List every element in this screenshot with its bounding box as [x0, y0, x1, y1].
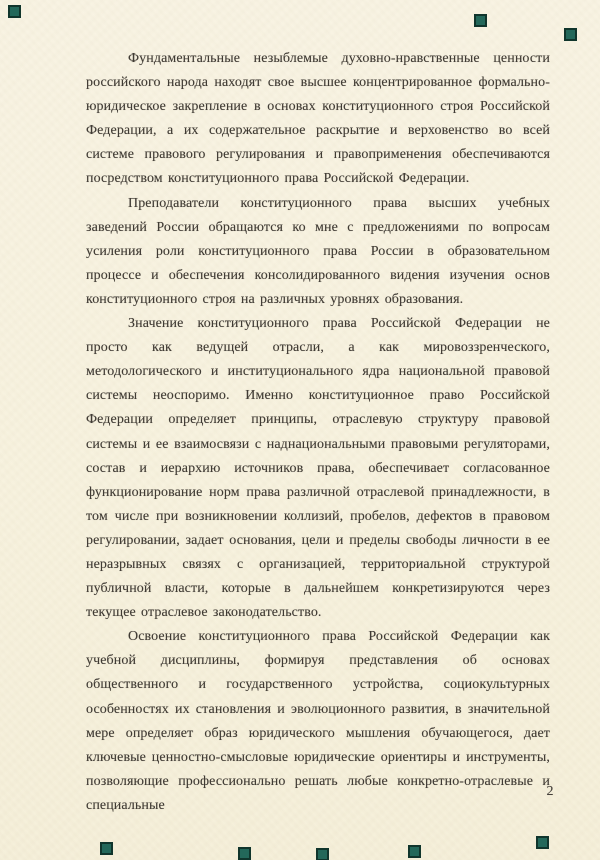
green-marker-square — [238, 847, 251, 860]
green-marker-square — [564, 28, 577, 41]
document-text-block — [86, 47, 550, 818]
paragraph-significance-of-constitutional-law: Значение конституционного права Российской Федерации не просто как ведущей отрасли, а как мировоззренческого, методологического и институционального ядра национальной правовой системы неоспоримо. Именно конституционное право Российской Федерации определяет принципы, отраслевую структуру правовой системы и ее взаимосвязи с наднациональными правовыми регуляторами, состав и иерархию источников права, обеспечивает согласованное функционирование норм права различной отраслевой принадлежности, в том числе при возникновении коллизий, пробелов, дефектов в правовом регулировании, задает основания, цели и пределы свободы личности в ее неразрывных связях с организацией, территориальной структурой публичной власти, которые в дальнейшем конкретизируются через текущее отраслевое законодательство. — [86, 316, 550, 621]
green-marker-square — [100, 842, 113, 855]
green-marker-square — [536, 836, 549, 849]
paragraph-constitutional-law-as-discipline: Освоение конституционного права Российской Федерации как учебной дисциплины, формируя представления об основах общественного и государственного устройства, социокультурных особенностях их становления и эволюционного развития, в значительной мере определяет образ юридического мышления обучающегося, дает ключевые ценностно-смысловые юридические ориентиры и инструменты, позволяющие профессионально решать любые конкретно-отраслевые и специальные — [86, 629, 550, 813]
green-marker-square — [408, 845, 421, 858]
green-marker-square — [8, 5, 21, 18]
page-number: 2 — [546, 784, 554, 799]
green-marker-square — [316, 848, 329, 860]
paragraph-fundamental-values: Фундаментальные незыблемые духовно-нравственные ценности российского народа находят свое высшее концентрированное формально-юридическое закрепление в основах конституционного строя Российской Федерации, а их содержательное раскрытие и верховенство во всей системе правового регулирования и правоприменения обеспечиваются посредством конституционного права Российской Федерации. — [86, 51, 550, 187]
paragraph-teachers-proposals: Преподаватели конституционного права высших учебных заведений России обращаются ко мне с предложениями по вопросам усиления роли конституционного права России в образовательном процессе и обеспечения консолидированного видения изучения основ конституционного строя на различных уровнях образования. — [86, 195, 550, 307]
green-marker-square — [474, 14, 487, 27]
